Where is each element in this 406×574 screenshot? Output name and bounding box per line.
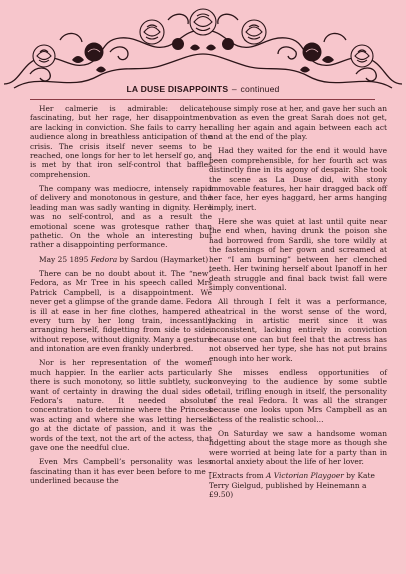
paragraph: Her calmerie is admirable: delicate, fascinating, but her rage, her disappointment are lacking in conviction. She fails to carry her audience along in breathless anticipation of the crisis. The crisis itself never seems to be reached, one longs for her to let herself go, and is met by that iron self-control that baffles comprehension. <box>30 104 212 179</box>
paragraph: Nor is her representation of the women much happier. In the earlier acts particularly there is such monotony, so little subtlety, such want of certainty in drawing the dual sides of Fedora’s nature. It needed absolute concentration to determine where the Princess was acting and where she was letting herself go at the dictate of passion, and it was the words of the text, not the art of the actess, that gave one the needful clue. <box>30 358 212 452</box>
rose-scroll-ornament <box>0 0 406 96</box>
paragraph: Even Mrs Campbell’s personality was less fascinating than it has ever been before to me – underlined because the <box>30 457 212 486</box>
play-title: Fedora <box>90 254 118 264</box>
paragraph: Had they waited for the end it would have been comprehensible, for her fourth act was distinctly fine in its agony of despair. She took the scene as La Duse did, with stony immovable features, her hair dragged back off her face, her eyes haggard, her arms hanging limply, inert. <box>209 146 387 212</box>
rose-center-left <box>140 20 164 44</box>
article-title: LA DUSE DISAPPOINTS <box>126 84 229 94</box>
rose-dark-center <box>172 38 234 50</box>
rose-left <box>33 45 55 67</box>
rose-dark-left <box>85 43 104 62</box>
rose-right <box>351 45 373 67</box>
source-note-prefix: [Extracts from <box>209 471 267 481</box>
left-column <box>30 104 212 490</box>
article-heading <box>0 84 406 94</box>
entry-author-venue: by Sardou (Haymarket) <box>119 254 209 264</box>
source-note <box>209 471 387 499</box>
paragraph: All through I felt it was a performance, theatrical in the worst sense of the word, lacking in artistic merit since it was inconsistent, lacking entirely in conviction because one can but feel that the actress has not observed her type, she has not put brains enough into her work. <box>209 297 387 363</box>
source-book-title: A Victorian Playgoer <box>266 471 344 481</box>
rose-dark-right <box>303 43 322 62</box>
paragraph: Here she was quiet at last until quite near the end when, having drunk the poison she had borrowed from Sardli, she tore wildly at the fastenings of her gown and screamed at her “I am burning” between her clenched teeth. Her twining herself about Ipanoff in her death struggle and final back twist fall were simply conventional. <box>209 217 387 292</box>
right-column <box>209 104 387 504</box>
rose-center-right <box>242 20 266 44</box>
heading-separator: – <box>231 84 237 94</box>
paragraph: On Saturday we saw a handsome woman fidgetting about the stage more as though she were worried at being late for a party than in mortal anxiety about the life of her lover. <box>209 428 387 467</box>
paragraph: house simply rose at her, and gave her such an ovation as even the great Sarah does not get, calling her again and again between each act and at the end of the play. <box>209 104 387 142</box>
rose-center <box>190 9 216 35</box>
heading-rule-left <box>30 99 375 100</box>
entry-date: May 25 1895 <box>39 254 89 264</box>
paragraph: There can be no doubt about it. The “new” Fedora, as Mr Tree in his speech called Mrs Patrick Campbell, is a disappointment. We never get a glimpse of the grande dame. Fedora is ill at ease in her fine clothes, hampered at every turn by her long train, incessantly arranging herself, fidgetting from side to side, without repose, without dignity. Many a gesture and intonation are even frankly underbred. <box>30 268 212 354</box>
paragraph: The company was mediocre, intensely rapid of delivery and monotonous in gesture, and the leading man was sadly wanting in dignity. Here was no self-control, and as a result the emotional scene was grotesque rather than pathetic. On the whole an interesting but rather a disappointing performance. <box>30 184 212 250</box>
source-note-suffix: by Kate Terry Gielgud, published by Heinemann a £9.50) <box>209 471 375 500</box>
article-subtitle: continued <box>240 84 280 94</box>
dated-entry <box>30 255 212 264</box>
paragraph: She misses endless opportunities of conveying to the audience by some subtle detail, trifling enough in itself, the personality of the real Fedora. It was all the stranger because one looks upon Mrs Campbell as an actess of the realistic school… <box>209 367 387 424</box>
